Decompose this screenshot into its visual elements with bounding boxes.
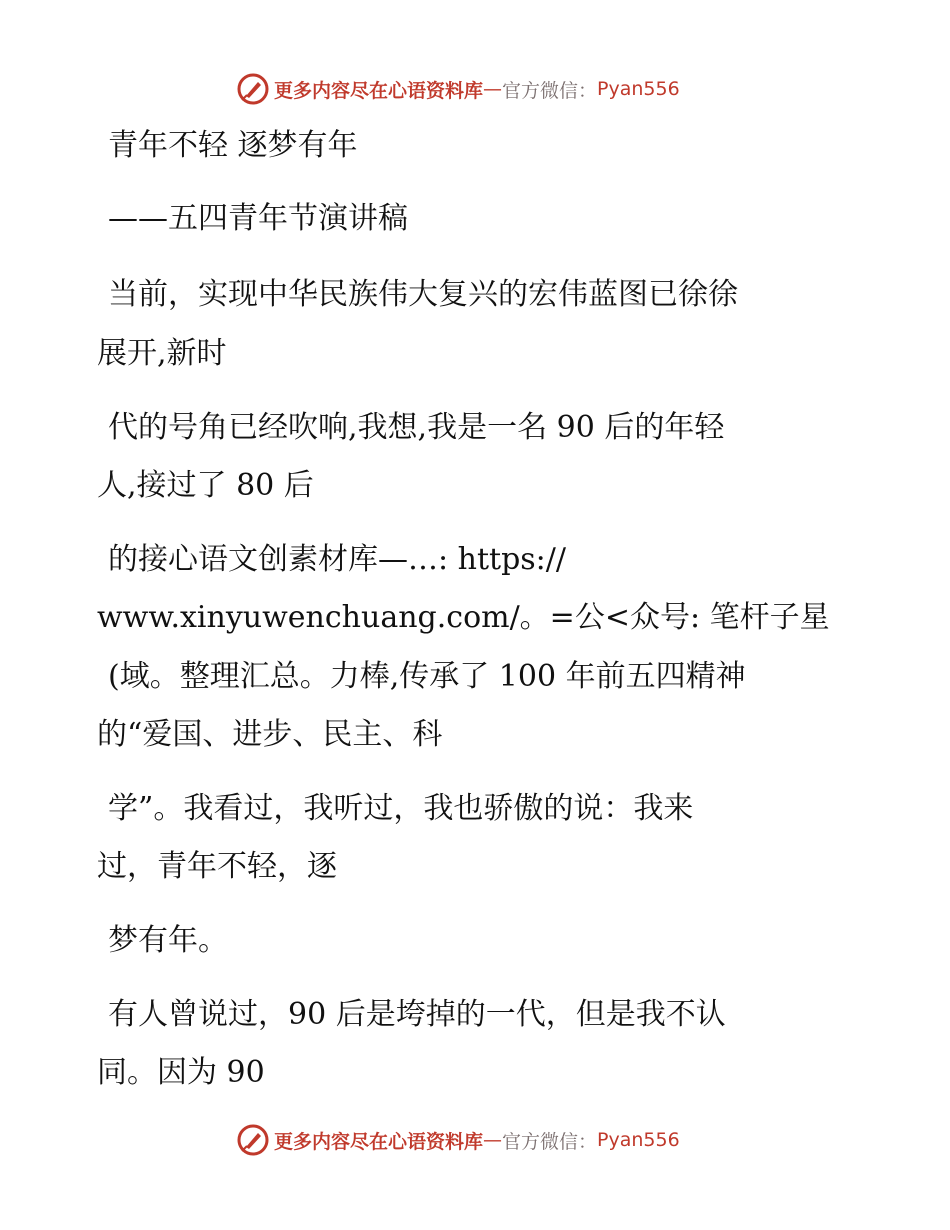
paragraph-line: 的接心语文创素材库—…: https:// [108,542,566,577]
document-title: 青年不轻 逐梦有年 [108,128,358,163]
paragraph-line: 同。因为 90 [97,1055,265,1090]
paragraph-line: 过，青年不轻，逐 [97,849,337,884]
footer-banner [236,1123,680,1157]
header-banner [236,72,680,106]
quill-seal-icon [236,1123,270,1157]
paragraph-line: 人,接过了 80 后 [97,468,314,503]
paragraph-line: 当前，实现中华民族伟大复兴的宏伟蓝图已徐徐 [108,277,738,312]
paragraph-line: 学”。我看过，我听过，我也骄傲的说：我来 [108,791,694,826]
paragraph-line: www.xinyuwenchuang.com/。=公<众号: 笔杆子星 [97,600,830,635]
paragraph-line: 有人曾说过，90 后是垮掉的一代，但是我不认 [108,997,726,1032]
document-subtitle: ——五四青年节演讲稿 [108,201,408,236]
paragraph-line: 梦有年。 [108,923,228,958]
banner-site-text: 更多内容尽在心语资料库 [274,79,484,102]
paragraph-line: 展开,新时 [97,336,227,371]
quill-seal-icon [236,72,270,106]
paragraph-line: 代的号角已经吹响,我想,我是一名 90 后的年轻 [108,410,725,445]
paragraph-line: 的“爱国、进步、民主、科 [97,717,443,752]
banner-dash: — [483,1129,503,1151]
banner-wechat-label: 官方微信： [502,79,598,102]
banner-wechat-account: Pyan556 [597,1129,680,1151]
banner-wechat-account: Pyan556 [597,78,680,100]
paragraph-line: (域。整理汇总。力棒,传承了 100 年前五四精神 [108,659,746,694]
banner-dash: — [483,78,503,100]
banner-wechat-label: 官方微信： [502,1130,598,1153]
banner-site-text: 更多内容尽在心语资料库 [274,1130,484,1153]
